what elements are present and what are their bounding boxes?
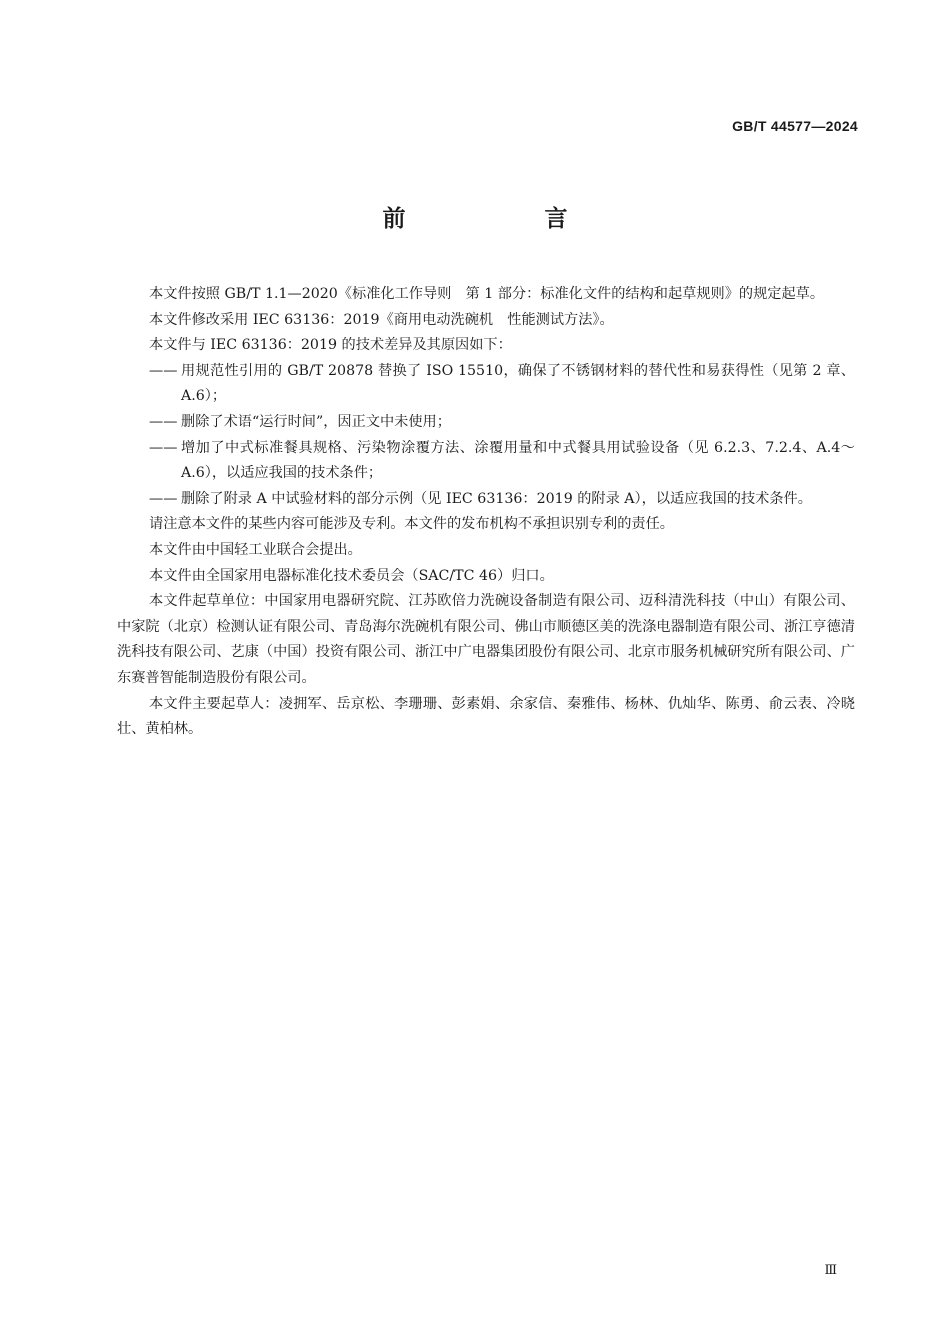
list-item <box>117 436 855 487</box>
page-number: Ⅲ <box>824 1263 837 1278</box>
list-item-text: 用规范性引用的 GB/T 20878 替换了 ISO 15510，确保了不锈钢材料的替代性和易获得性（见第 2 章、A.6）； <box>181 362 855 405</box>
list-item <box>117 359 855 410</box>
paragraph: 本文件由中国轻工业联合会提出。 <box>149 541 362 558</box>
list-dash: —— <box>149 413 178 430</box>
paragraph: 本文件起草单位：中国家用电器研究院、江苏欧倍力洗碗设备制造有限公司、迈科清洗科技（中山）有限公司、中家院（北京）检测认证有限公司、青岛海尔洗碗机有限公司、佛山市顺德区美的洗涤电器制造有限公司、浙江亨德清洗科技有限公司、艺康（中国）投资有限公司、浙江中广电器集团股份有限公司、北京市服务机械研究所有限公司、广东赛普智能制造股份有限公司。 <box>117 593 855 686</box>
paragraph: 本文件主要起草人：凌拥军、岳京松、李珊珊、彭素娟、余家信、秦雅伟、杨林、仇灿华、陈勇、俞云表、冷晓壮、黄柏林。 <box>117 695 855 738</box>
paragraph: 本文件由全国家用电器标准化技术委员会（SAC/TC 46）归口。 <box>149 567 554 584</box>
page-title: 前 言 <box>382 206 626 232</box>
paragraph: 本文件按照 GB/T 1.1—2020《标准化工作导则 第 1 部分：标准化文件的结构和起草规则》的规定起草。 <box>149 286 825 302</box>
list-dash: —— <box>149 490 178 507</box>
list-dash: —— <box>149 439 178 456</box>
list-item <box>117 487 855 513</box>
standard-code: GB/T 44577—2024 <box>732 118 858 134</box>
foreword-body <box>117 282 855 743</box>
paragraph: 本文件修改采用 IEC 63136：2019《商用电动洗碗机 性能测试方法》。 <box>149 311 614 328</box>
list-item <box>117 410 855 436</box>
paragraph: 请注意本文件的某些内容可能涉及专利。本文件的发布机构不承担识别专利的责任。 <box>149 516 674 533</box>
list-dash: —— <box>149 362 178 379</box>
list-item-text: 删除了术语“运行时间”，因正文中未使用； <box>181 413 451 430</box>
list-item-text: 增加了中式标准餐具规格、污染物涂覆方法、涂覆用量和中式餐具用试验设备（见 6.2.3、7.2.4、A.4～A.6），以适应我国的技术条件； <box>181 439 855 482</box>
paragraph: 本文件与 IEC 63136：2019 的技术差异及其原因如下： <box>149 337 512 354</box>
list-item-text: 删除了附录 A 中试验材料的部分示例（见 IEC 63136：2019 的附录 A），以适应我国的技术条件。 <box>181 490 812 507</box>
